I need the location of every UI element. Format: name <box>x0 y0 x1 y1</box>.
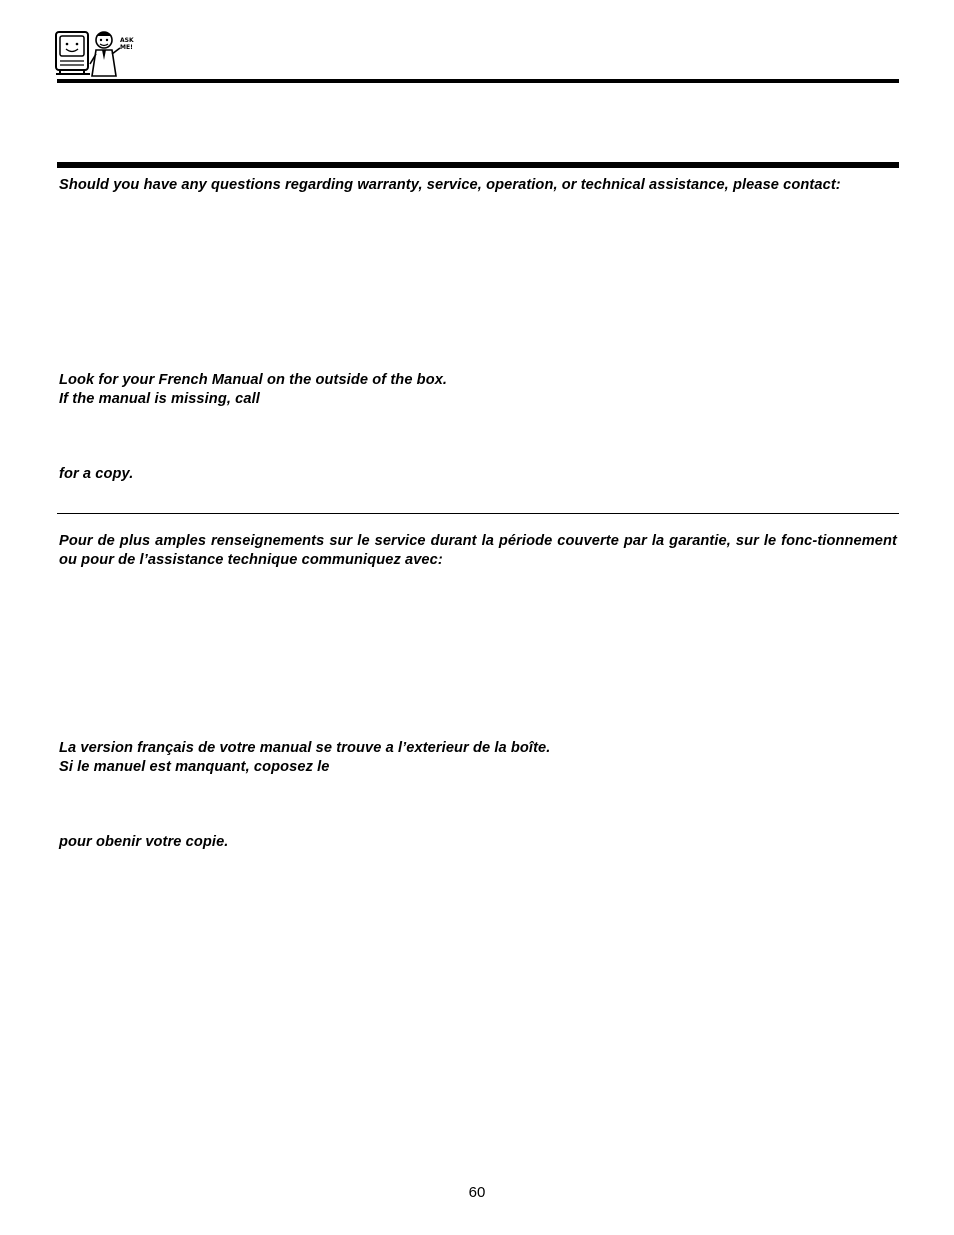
english-french-manual-line2: If the manual is missing, call <box>59 391 260 407</box>
french-manual-line1: La version français de votre manual se trouve a l’exterieur de la boîte. <box>59 740 551 756</box>
english-for-copy: for a copy. <box>59 466 134 482</box>
ask-me-logo-icon <box>54 26 136 80</box>
french-manual-line2: Si le manuel est manquant, coposez le <box>59 759 330 775</box>
english-french-manual-line1: Look for your French Manual on the outside of the box. <box>59 372 448 388</box>
french-contact-intro: Pour de plus amples renseignements sur le service durant la période couverte par la garantie, sur le fonc-tionnement ou pour de l’assistance technique communiquez avec: <box>59 533 897 568</box>
language-divider <box>57 513 899 514</box>
french-for-copy: pour obenir votre copie. <box>59 834 229 850</box>
section-top-rule <box>57 162 899 168</box>
header-rule <box>57 79 899 83</box>
english-contact-intro: Should you have any questions regarding warranty, service, operation, or technical assistance, please contact: <box>59 177 841 193</box>
svg-text:ASK: ASK <box>120 37 134 44</box>
svg-text:ME!: ME! <box>120 44 133 51</box>
page-number: 60 <box>468 1184 486 1201</box>
